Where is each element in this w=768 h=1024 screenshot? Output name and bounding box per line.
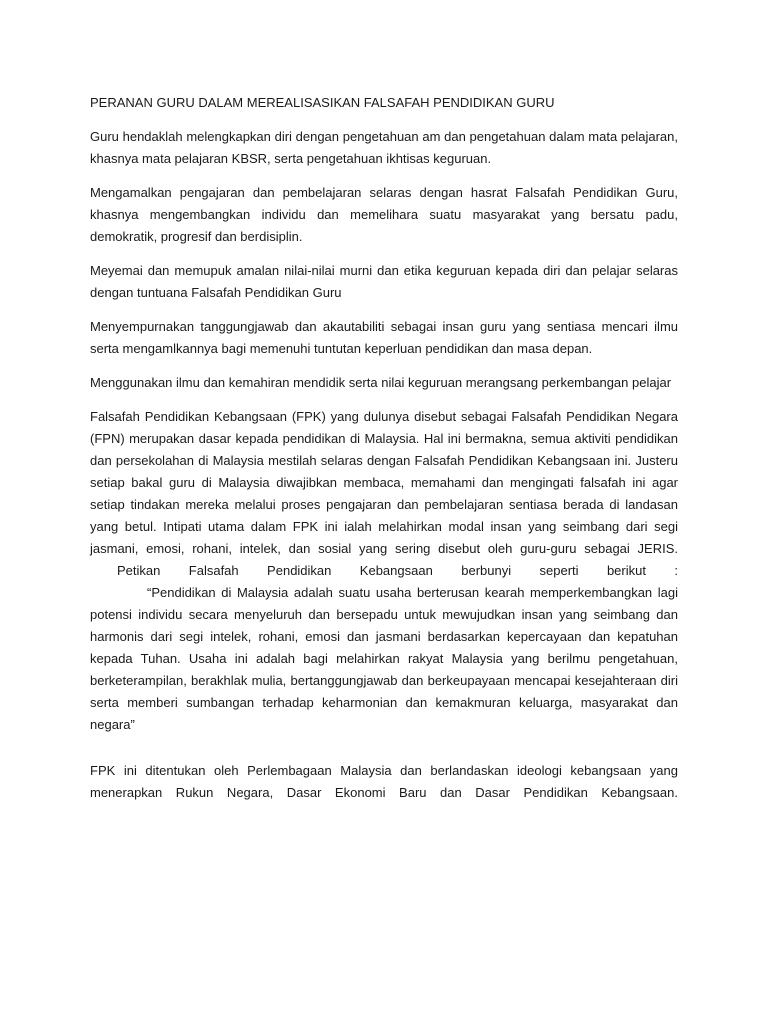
document-title: PERANAN GURU DALAM MEREALISASIKAN FALSAFAH PENDIDIKAN GURU — [90, 95, 555, 110]
fpk-closing-paragraph: FPK ini ditentukan oleh Perlembagaan Malaysia dan berlandaskan ideologi kebangsaan yang menerapkan Rukun Negara, Dasar Ekonomi Baru dan Dasar Pendidikan Kebangsaan. — [90, 763, 678, 800]
fpk-intro-paragraph: Falsafah Pendidikan Kebangsaan (FPK) yang dulunya disebut sebagai Falsafah Pendidikan Negara (FPN) merupakan dasar kepada pendidikan di Malaysia. Hal ini bermakna, semua aktiviti pendidikan dan persekolahan di Malaysia mestilah selaras dengan Falsafah Pendidikan Kebangsaan ini. Justeru setiap bakal guru di Malaysia diwajibkan membaca, memahami dan mengingati falsafah ini agar setiap tindakan mereka melalui proses pengajaran dan pembelajaran sentiasa berada di landasan yang betul. Intipati utama dalam FPK ini ialah melahirkan modal insan yang seimbang dari segi jasmani, emosi, rohani, intelek, dan sosial yang sering disebut oleh guru-guru sebagai JERIS. — [90, 409, 678, 556]
point-paragraph: Guru hendaklah melengkapkan diri dengan pengetahuan am dan pengetahuan dalam mata pelajaran, khasnya mata pelajaran KBSR, serta pengetahuan ikhtisas keguruan. — [90, 129, 678, 166]
fpk-quote: “Pendidikan di Malaysia adalah suatu usaha berterusan kearah memperkembangkan lagi potensi individu secara menyeluruh dan bersepadu untuk mewujudkan insan yang seimbang dan harmonis dari segi intelek, rohani, emosi dan jasmani berdasarkan kepercayaan dan kepatuhan kepada Tuhan. Usaha ini adalah bagi melahirkan rakyat Malaysia yang berilmu pengetahuan, berketerampilan, berakhlak mulia, bertanggungjawab dan berkeupayaan mencapai kesejahteraan diri serta memberi sumbangan terhadap keharmonian dan kemakmuran keluarga, masyarakat dan negara” — [90, 585, 678, 732]
fpk-lead-line: Petikan Falsafah Pendidikan Kebangsaan berbunyi seperti berikut : — [117, 563, 678, 578]
point-paragraph: Meyemai dan memupuk amalan nilai-nilai murni dan etika keguruan kepada diri dan pelajar selaras dengan tuntuana Falsafah Pendidikan Guru — [90, 263, 678, 300]
spacer — [90, 736, 678, 760]
point-paragraph: Menggunakan ilmu dan kemahiran mendidik serta nilai keguruan merangsang perkembangan pelajar — [90, 375, 672, 390]
fpk-section — [90, 406, 678, 736]
point-paragraph: Mengamalkan pengajaran dan pembelajaran selaras dengan hasrat Falsafah Pendidikan Guru, khasnya mengembangkan individu dan memelihara suatu masyarakat yang bersatu padu, demokratik, progresif dan berdisiplin. — [90, 185, 678, 244]
document-page — [90, 92, 678, 816]
point-paragraph: Menyempurnakan tanggungjawab dan akautabiliti sebagai insan guru yang sentiasa mencari ilmu serta mengamlkannya bagi memenuhi tuntutan keperluan pendidikan dan masa depan. — [90, 319, 678, 356]
